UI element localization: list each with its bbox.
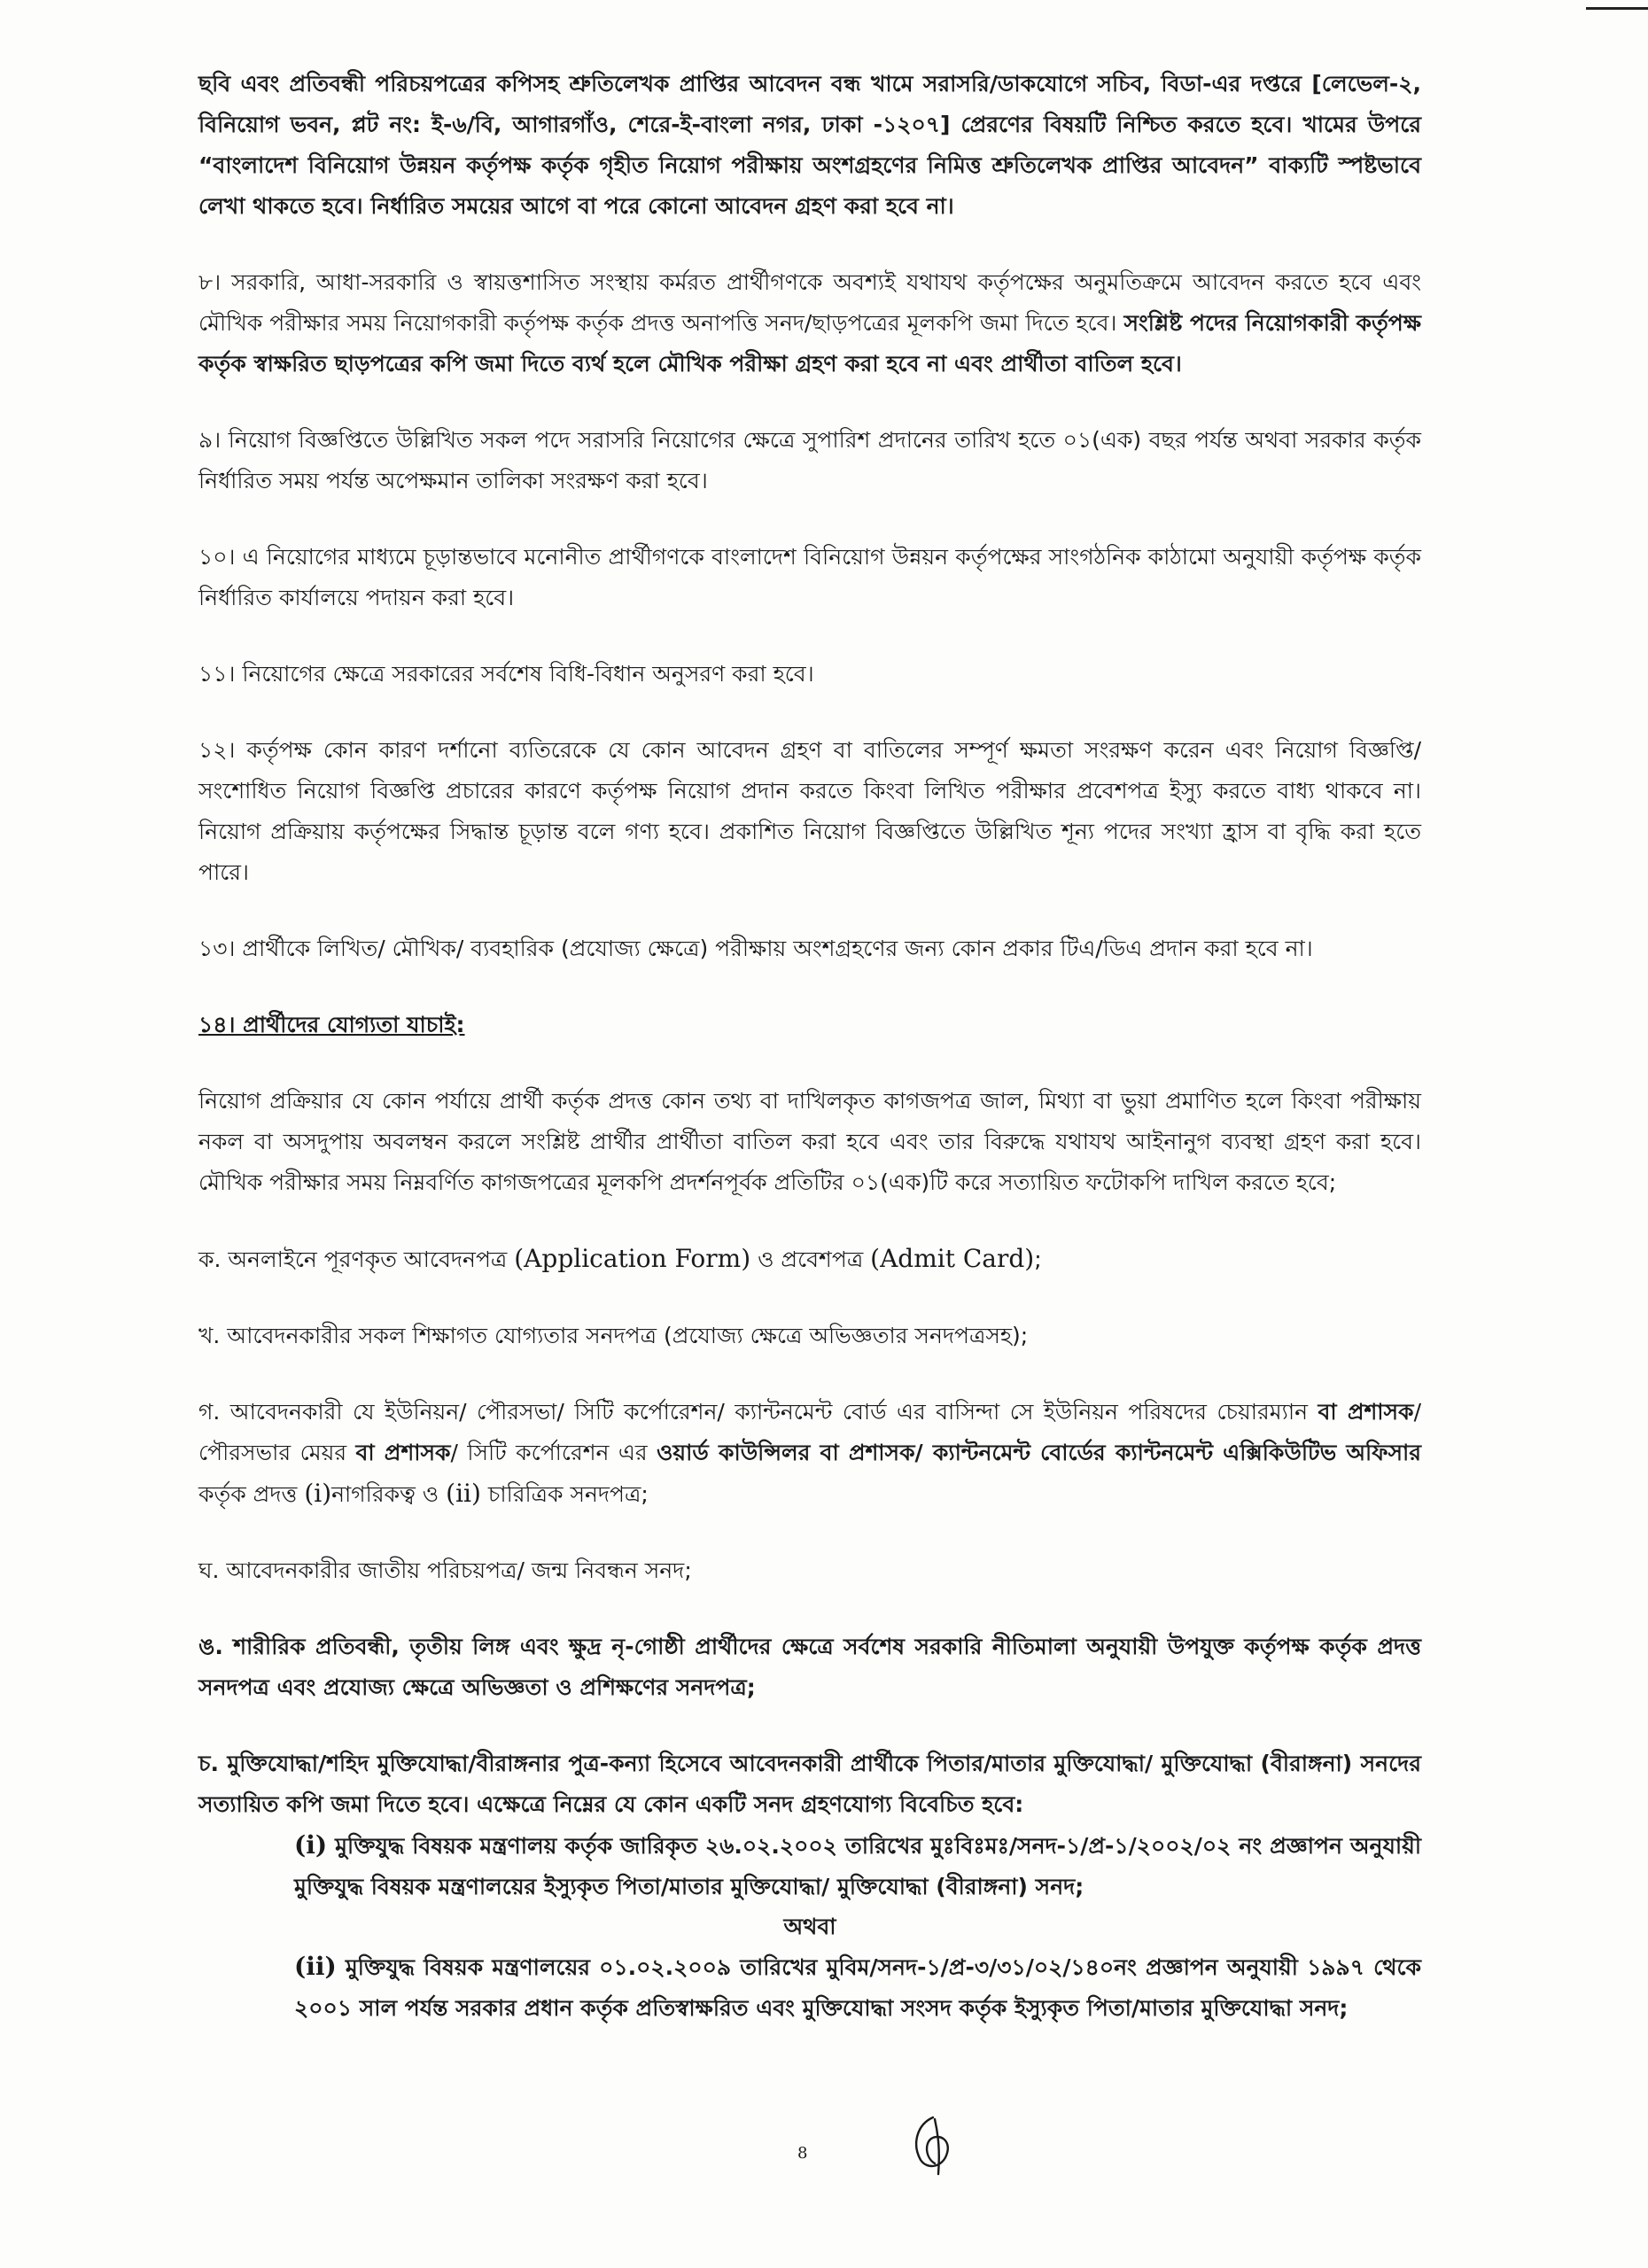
clause-8-bold: সংশ্লিষ্ট পদের নিয়োগকারী কর্তৃপক্ষ কর্তৃক স্বাক্ষরিত ছাড়পত্রের কপি জমা দিতে ব্যর্থ হলে মৌখিক পরীক্ষা গ্রহণ করা হবে না এবং প্রার্থীতা বাতিল হবে।	[198, 310, 1421, 377]
clause-8-text: ৮। সরকারি, আধা-সরকারি ও স্বায়ত্তশাসিত সংস্থায় কর্মরত প্রার্থীগণকে অবশ্যই যথাযথ কর্তৃপক্ষের অনুমতিক্রমে আবেদন করতে হবে এবং মৌখিক পরীক্ষার সময় নিয়োগকারী কর্তৃপক্ষ কর্তৃক প্রদত্ত অনাপত্তি সনদ/ছাড়পত্রের মূলকপি জমা দিতে হবে।	[198, 269, 1421, 336]
item-ga-bold-3: ওয়ার্ড কাউন্সিলর বা প্রশাসক/ ক্যান্টনমেন্ট বোর্ডের ক্যান্টনমেন্ট এক্সিকিউটিভ অফিসার	[657, 1440, 1421, 1465]
item-ga-text-4: কর্তৃক প্রদত্ত	[198, 1481, 305, 1507]
item-ga-roman-i: (i)	[304, 1479, 332, 1508]
page-number: 8	[797, 2144, 808, 2163]
item-ga-text-2: / পৌরসভার মেয়র	[198, 1399, 1421, 1465]
clause-14-paragraph: নিয়োগ প্রক্রিয়ার যে কোন পর্যায়ে প্রার্থী কর্তৃক প্রদত্ত কোন তথ্য বা দাখিলকৃত কাগজপত্র জাল, মিথ্যা বা ভুয়া প্রমাণিত হলে কিংবা পরীক্ষায় নকল বা অসদুপায় অবলম্বন করলে সংশ্লিষ্ট প্রার্থীর প্রার্থীতা বাতিল করা হবে এবং তার বিরুদ্ধে যথাযথ আইনানুগ ব্যবস্থা গ্রহণ করা হবে। মৌখিক পরীক্ষার সময় নিম্নবর্ণিত কাগজপত্রের মূলকপি প্রদর্শনপূর্বক প্রতিটির ০১(এক)টি করে সত্যায়িত ফটোকপি দাখিল করতে হবে;	[198, 1088, 1421, 1195]
item-ga-bold-2: বা প্রশাসক	[355, 1440, 451, 1465]
item-ga-roman-ii: (ii)	[446, 1479, 481, 1508]
or-separator: অথবা	[783, 1914, 836, 1939]
item-cha-sub-i	[198, 1825, 1421, 1907]
clause-11: ১১। নিয়োগের ক্ষেত্রে সরকারের সর্বশেষ বিধি-বিধান অনুসরণ করা হবে।	[198, 661, 814, 687]
item-kha: খ. আবেদনকারীর সকল শিক্ষাগত যোগ্যতার সনদপত্র (প্রযোজ্য ক্ষেত্রে অভিজ্ঞতার সনদপত্রসহ);	[198, 1323, 1029, 1348]
item-ka-text-2: ও প্রবেশপত্র	[750, 1247, 871, 1272]
item-ga-text-1: গ. আবেদনকারী যে ইউনিয়ন/ পৌরসভা/ সিটি কর্পোরেশন/ ক্যান্টনমেন্ট বোর্ড এর বাসিন্দা সে ইউনিয়ন পরিষদের চেয়ারম্যান	[198, 1399, 1318, 1425]
sub-ii-number: (ii)	[294, 1952, 337, 1981]
sub-ii-text: মুক্তিযুদ্ধ বিষয়ক মন্ত্রণালয়ের ০১.০২.২০০৯ তারিখের মুবিম/সনদ-১/প্র-৩/৩১/০২/১৪০নং প্রজ্ঞাপন অনুযায়ী ১৯৯৭ থেকে ২০০১ সাল পর্যন্ত সরকার প্রধান কর্তৃক প্রতিস্বাক্ষরিত এবং মুক্তিযোদ্ধা সংসদ কর্তৃক ইস্যুকৃত পিতা/মাতার মুক্তিযোদ্ধা সনদ;	[294, 1954, 1421, 2021]
item-ka-end: ;	[1034, 1247, 1042, 1272]
clause-8	[198, 262, 1421, 384]
clause-13: ১৩। প্রার্থীকে লিখিত/ মৌখিক/ ব্যবহারিক (প্রযোজ্য ক্ষেত্রে) পরীক্ষায় অংশগ্রহণের জন্য কোন প্রকার টিএ/ডিএ প্রদান করা হবে না।	[198, 936, 1313, 961]
sub-i-text: মুক্তিযুদ্ধ বিষয়ক মন্ত্রণালয় কর্তৃক জারিকৃত ২৬.০২.২০০২ তারিখের মুঃবিঃমঃ/সনদ-১/প্র-১/২০০২/০২ নং প্রজ্ঞাপন অনুযায়ী মুক্তিযুদ্ধ বিষয়ক মন্ত্রণালয়ের ইস্যুকৃত পিতা/মাতার মুক্তিযোদ্ধা/ মুক্তিযোদ্ধা (বীরাঙ্গনা) সনদ;	[294, 1833, 1421, 1899]
clause-14-heading: ১৪। প্রার্থীদের যোগ্যতা যাচাই:	[198, 1012, 465, 1037]
clause-9: ৯। নিয়োগ বিজ্ঞপ্তিতে উল্লিখিত সকল পদে সরাসরি নিয়োগের ক্ষেত্রে সুপারিশ প্রদানের তারিখ হতে ০১(এক) বছর পর্যন্ত অথবা সরকার কর্তৃক নির্ধারিত সময় পর্যন্ত অপেক্ষমান তালিকা সংরক্ষণ করা হবে।	[198, 427, 1421, 493]
item-cha-sub-ii	[198, 1946, 1421, 2029]
item-ga-text-6: চারিত্রিক সনদপত্র;	[480, 1481, 649, 1507]
item-ga-bold-1: বা প্রশাসক	[1318, 1399, 1414, 1425]
document-body	[198, 64, 1421, 2029]
clause-12: ১২। কর্তৃপক্ষ কোন কারণ দর্শানো ব্যতিরেকে যে কোন আবেদন গ্রহণ বা বাতিলের সম্পূর্ণ ক্ষমতা সংরক্ষণ করেন এবং নিয়োগ বিজ্ঞপ্তি/সংশোধিত নিয়োগ বিজ্ঞপ্তি প্রচারের কারণে কর্তৃপক্ষ নিয়োগ প্রদান করতে কিংবা লিখিত পরীক্ষার প্রবেশপত্র ইস্যু করতে বাধ্য থাকবে না। নিয়োগ প্রক্রিয়ায় কর্তৃপক্ষের সিদ্ধান্ত চূড়ান্ত বলে গণ্য হবে। প্রকাশিত নিয়োগ বিজ্ঞপ্তিতে উল্লিখিত শূন্য পদের সংখ্যা হ্রাস বা বৃদ্ধি করা হতে পারে।	[198, 737, 1421, 885]
item-cha: চ. মুক্তিযোদ্ধা/শহিদ মুক্তিযোদ্ধা/বীরাঙ্গনার পুত্র-কন্যা হিসেবে আবেদনকারী প্রার্থীকে পিতার/মাতার মুক্তিযোদ্ধা/ মুক্তিযোদ্ধা (বীরাঙ্গনা) সনদের সত্যায়িত কপি জমা দিতে হবে। এক্ষেত্রে নিম্নের যে কোন একটি সনদ গ্রহণযোগ্য বিবেচিত হবে:	[198, 1751, 1421, 1817]
item-ga	[198, 1392, 1421, 1515]
sub-i-number: (i)	[294, 1830, 328, 1860]
application-form-label: (Application Form)	[514, 1244, 751, 1273]
clause-10: ১০। এ নিয়োগের মাধ্যমে চূড়ান্তভাবে মনোনীত প্রার্থীগণকে বাংলাদেশ বিনিয়োগ উন্নয়ন কর্তৃপক্ষের সাংগঠনিক কাঠামো অনুযায়ী কর্তৃপক্ষ কর্তৃক নির্ধারিত কার্যালয়ে পদায়ন করা হবে।	[198, 544, 1421, 610]
intro-paragraph: ছবি এবং প্রতিবন্ধী পরিচয়পত্রের কপিসহ শ্রুতিলেখক প্রাপ্তির আবেদন বন্ধ খামে সরাসরি/ডাকযোগে সচিব, বিডা-এর দপ্তরে [লেভেল-২, বিনিয়োগ ভবন, প্লট নং: ই-৬/বি, আগারগাঁও, শেরে-ই-বাংলা নগর, ঢাকা -১২০৭] প্রেরণের বিষয়টি নিশ্চিত করতে হবে। খামের উপরে “বাংলাদেশ বিনিয়োগ উন্নয়ন কর্তৃপক্ষ কর্তৃক গৃহীত নিয়োগ পরীক্ষায় অংশগ্রহণের নিমিত্ত শ্রুতিলেখক প্রাপ্তির আবেদন” বাক্যটি স্পষ্টভাবে লেখা থাকতে হবে। নির্ধারিত সময়ের আগে বা পরে কোনো আবেদন গ্রহণ করা হবে না।	[198, 71, 1421, 219]
item-ga-text-5: নাগরিকত্ব ও	[331, 1481, 447, 1507]
item-ka-text: ক. অনলাইনে পূরণকৃত আবেদনপত্র	[198, 1247, 515, 1272]
item-ga-text-3: / সিটি কর্পোরেশন এর	[450, 1440, 657, 1465]
scan-edge-mark	[1586, 7, 1648, 10]
item-gha: ঘ. আবেদনকারীর জাতীয় পরিচয়পত্র/ জন্ম নিবন্ধন সনদ;	[198, 1557, 692, 1583]
item-umo: ঙ. শারীরিক প্রতিবন্ধী, তৃতীয় লিঙ্গ এবং ক্ষুদ্র নৃ-গোষ্ঠী প্রার্থীদের ক্ষেত্রে সর্বশেষ সরকারি নীতিমালা অনুযায়ী উপযুক্ত কর্তৃপক্ষ কর্তৃক প্রদত্ত সনদপত্র এবং প্রযোজ্য ক্ষেত্রে অভিজ্ঞতা ও প্রশিক্ষণের সনদপত্র;	[198, 1634, 1421, 1700]
initial-signature	[899, 2109, 961, 2179]
item-ka	[198, 1239, 1421, 1280]
admit-card-label: (Admit Card)	[870, 1244, 1035, 1273]
